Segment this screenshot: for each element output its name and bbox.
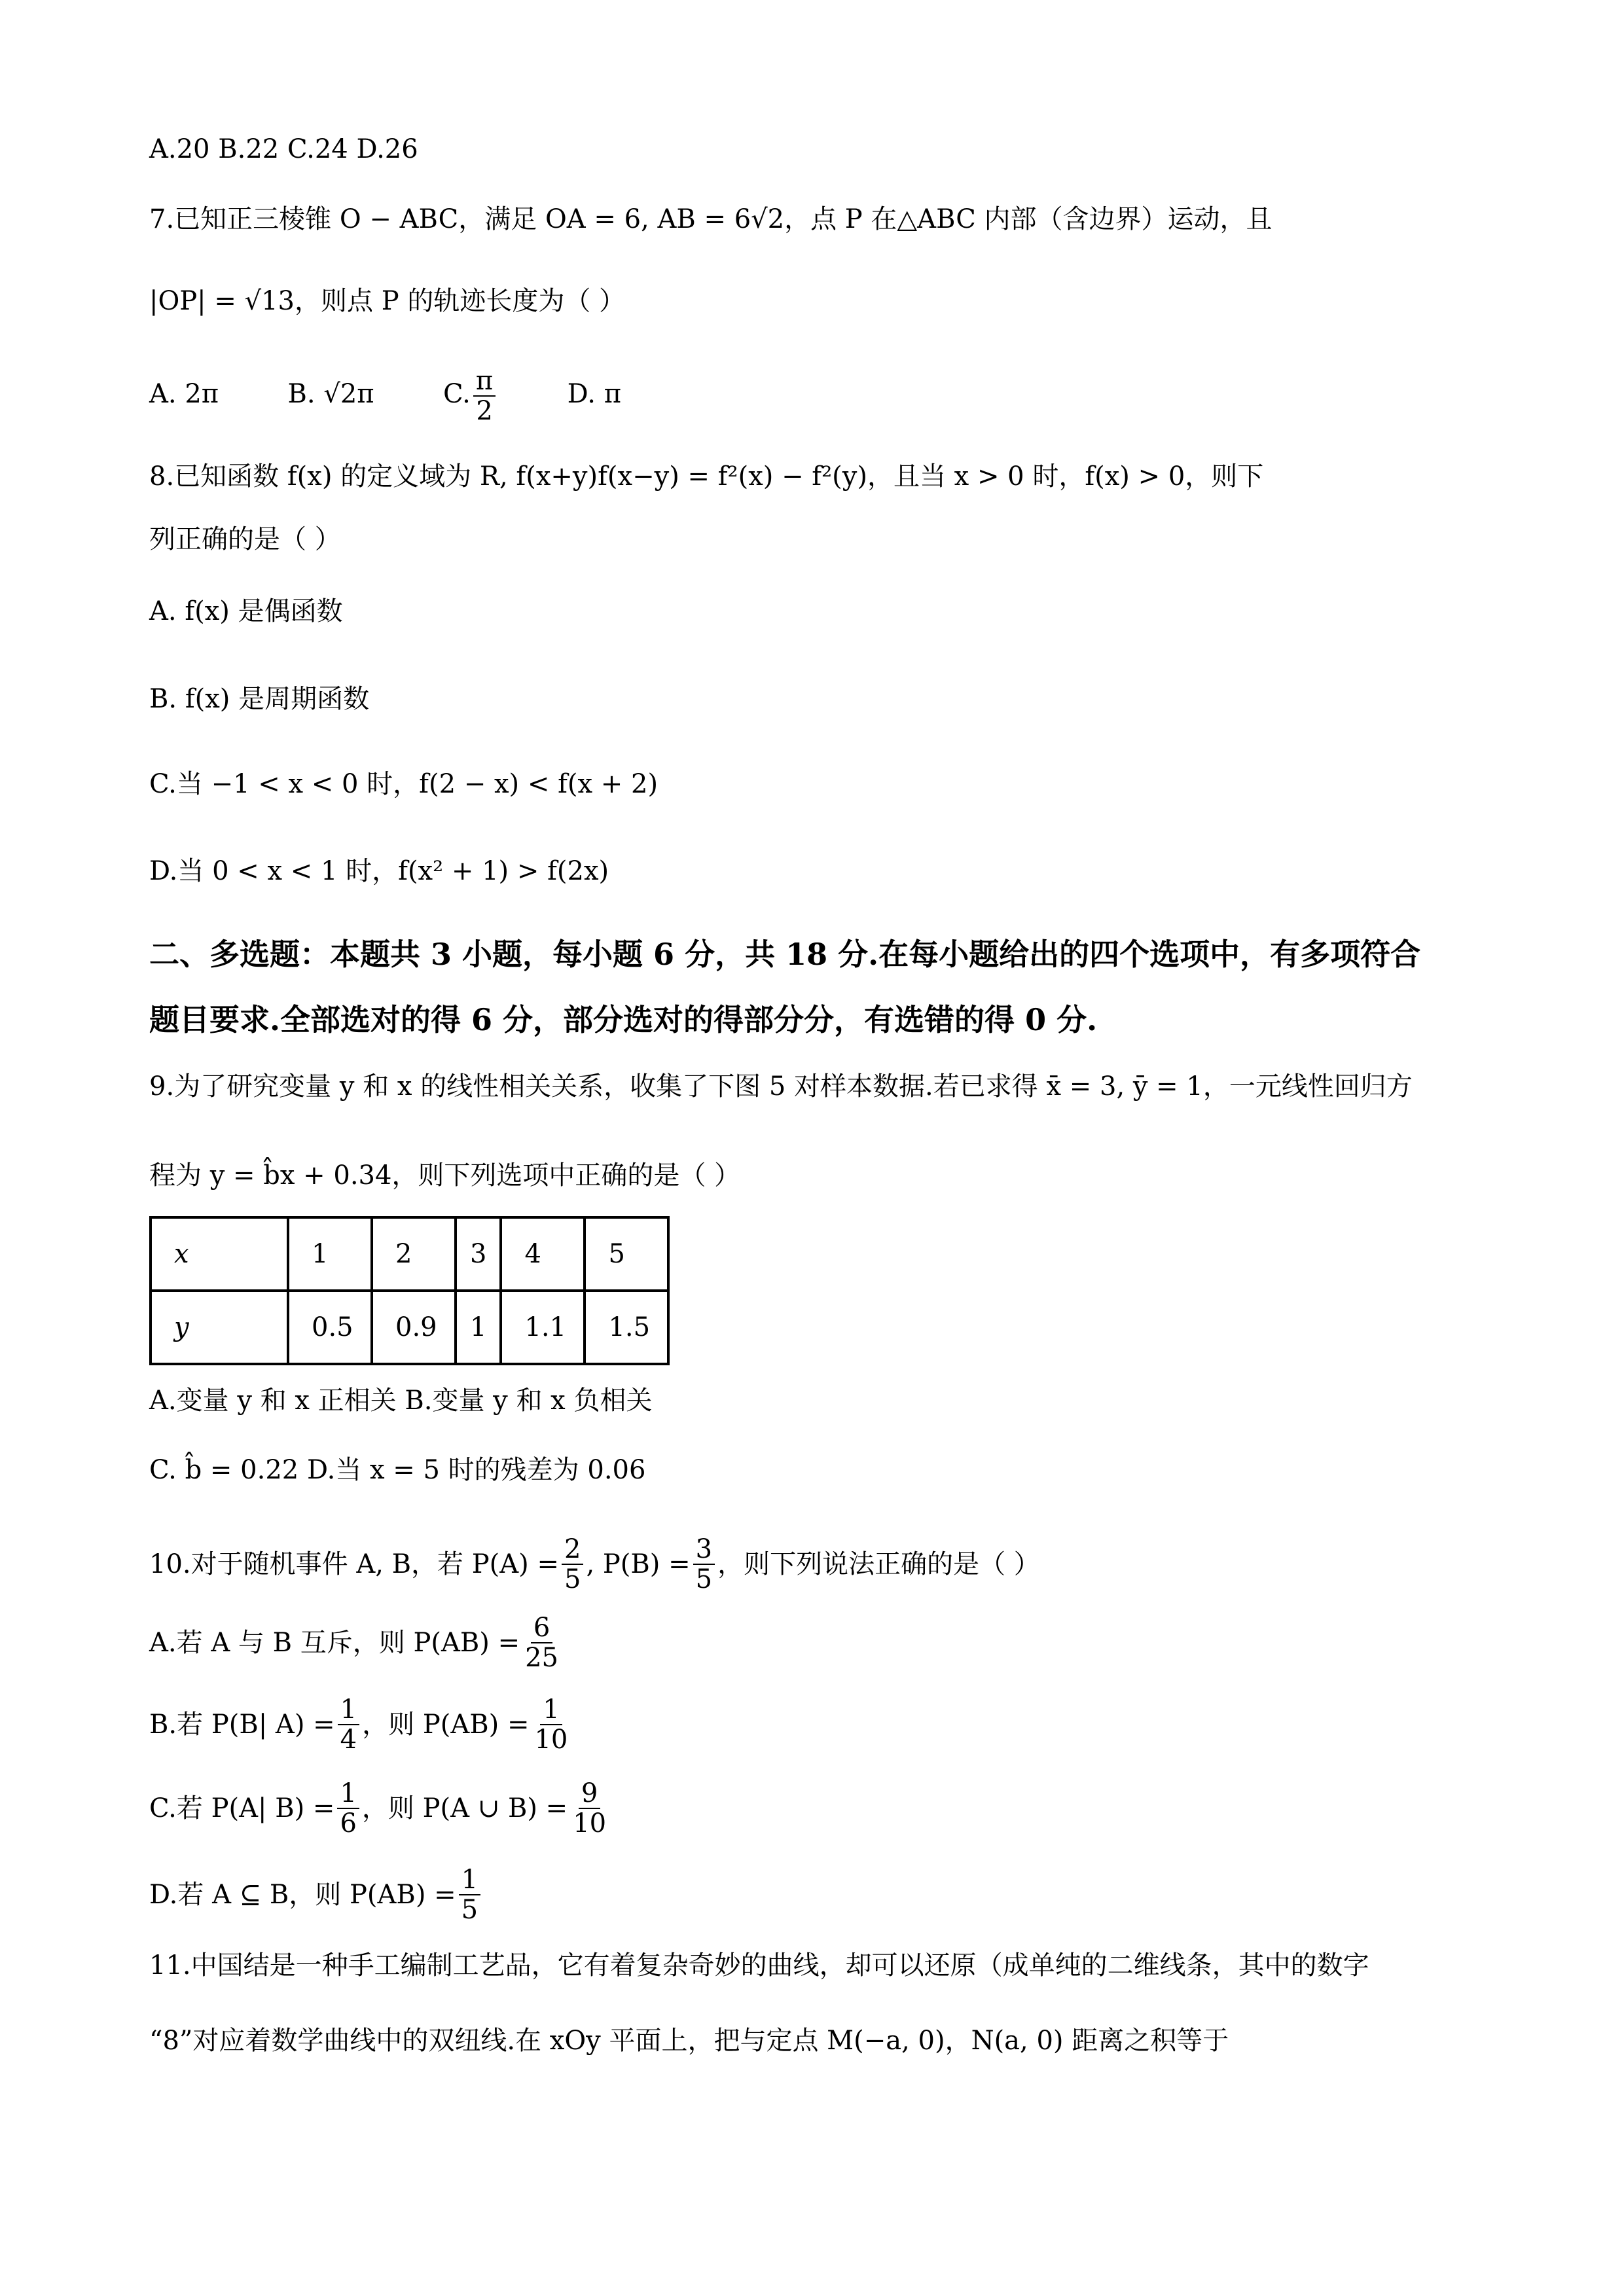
q8-option-c: C.当 −1 < x < 0 时，f(2 − x) < f(x + 2) <box>149 769 659 799</box>
q7-option-a: A. 2π <box>149 379 219 409</box>
table-cell: 3 <box>456 1217 501 1291</box>
q8-option-d: D.当 0 < x < 1 时，f(x² + 1) > f(2x) <box>149 856 609 886</box>
section2-heading-line1: 二、多选题：本题共 3 小题，每小题 6 分，共 18 分.在每小题给出的四个选项中，有多项符合 <box>149 937 1421 972</box>
table-row <box>151 1217 668 1291</box>
table-cell: 2 <box>372 1217 456 1291</box>
q9-stem-line2: 程为 y = b̂x + 0.34，则下列选项中正确的是（ ） <box>149 1160 741 1191</box>
q8-stem-line2: 列正确的是（ ） <box>149 524 341 554</box>
table-row <box>151 1291 668 1364</box>
q11-stem-line1: 11.中国结是一种手工编制工艺品，它有着复杂奇妙的曲线，却可以还原（成单纯的二维线条，其中的数字 <box>149 1950 1369 1981</box>
q10-option-d: D.若 A ⊆ B，则 P(AB) = $\frac{1}{5}$ <box>149 1859 483 1931</box>
q7-options <box>149 367 621 425</box>
q7-stem-line1: 7.已知正三棱锥 O − ABC，满足 OA = 6, AB = 6√2，点 P 在△ABC 内部（含边界）运动，且 <box>149 204 1272 234</box>
q10-option-c: C.若 P(A| B) = $\frac{1}{6}$ ，则 P(A ∪ B) = $\frac{9}{10}$ <box>149 1778 607 1839</box>
q9-data-table <box>149 1216 670 1365</box>
table-cell: 4 <box>501 1217 585 1291</box>
table-cell: 5 <box>585 1217 668 1291</box>
q10-option-a: A.若 A 与 B 互斥，则 P(AB) = $\frac{6}{25}$ <box>149 1613 558 1673</box>
q9-options-cd: C. b̂ = 0.22 D.当 x = 5 时的残差为 0.06 <box>149 1455 646 1485</box>
q7-option-c: C. $\frac{\pi}{2}$ <box>443 379 498 409</box>
table-cell: x <box>151 1217 288 1291</box>
table-cell: 1.5 <box>585 1291 668 1364</box>
table-cell: 1 <box>456 1291 501 1364</box>
table-cell: y <box>151 1291 288 1364</box>
table-cell: 1 <box>288 1217 372 1291</box>
q8-option-a: A. f(x) 是偶函数 <box>149 596 343 626</box>
q10-stem: 10.对于随机事件 A, B，若 P(A) = $\frac{2}{5}$ , P(B) = $\frac{3}{5}$ ，则下列说法正确的是（ ） <box>149 1534 1040 1594</box>
section2-heading-line2: 题目要求.全部选对的得 6 分，部分选对的得部分分，有选错的得 0 分. <box>149 1002 1098 1037</box>
q7-option-d: D. π <box>567 379 622 409</box>
q9-options-ab: A.变量 y 和 x 正相关 B.变量 y 和 x 负相关 <box>149 1386 653 1416</box>
q7-option-b: B. √2π <box>287 379 374 409</box>
q8-stem-line1: 8.已知函数 f(x) 的定义域为 R, f(x+y)f(x−y) = f²(x) − f²(y)，且当 x > 0 时，f(x) > 0，则下 <box>149 461 1264 492</box>
table-cell: 0.5 <box>288 1291 372 1364</box>
q9-stem-line1: 9.为了研究变量 y 和 x 的线性相关关系，收集了下图 5 对样本数据.若已求得 x̄ = 3, ȳ = 1，一元线性回归方 <box>149 1071 1413 1102</box>
q7-stem-line2: |OP| = √13，则点 P 的轨迹长度为（ ） <box>149 286 626 316</box>
q6-options: A.20 B.22 C.24 D.26 <box>149 134 418 164</box>
q8-option-b: B. f(x) 是周期函数 <box>149 684 370 714</box>
q11-stem-line2: “8”对应着数学曲线中的双纽线.在 xOy 平面上，把与定点 M(−a, 0)，N(a, 0) 距离之积等于 <box>149 2026 1229 2056</box>
table-cell: 0.9 <box>372 1291 456 1364</box>
q10-option-b: B.若 P(B| A) = $\frac{1}{4}$ ，则 P(AB) = $\frac{1}{10}$ <box>149 1695 568 1755</box>
table-cell: 1.1 <box>501 1291 585 1364</box>
